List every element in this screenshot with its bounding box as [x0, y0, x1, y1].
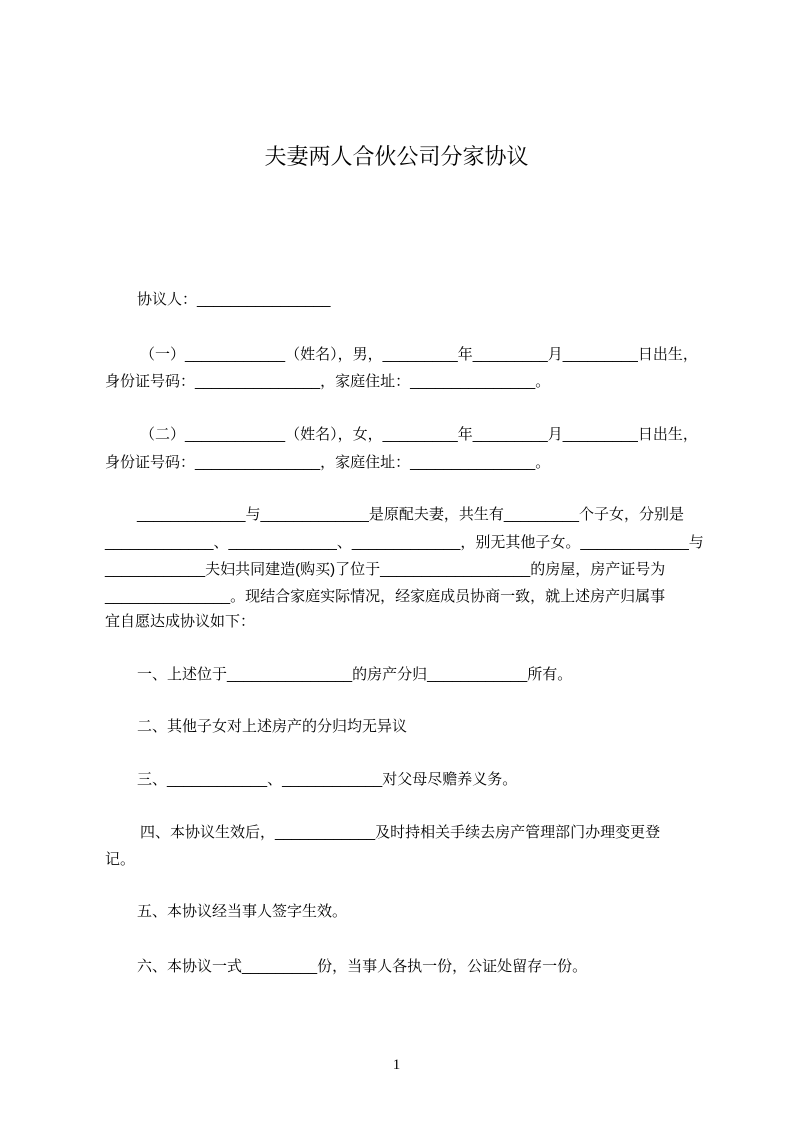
paragraph-line: _____________、_____________、_____________，别无其他子女。_____________与 — [105, 534, 704, 551]
paragraph-line: 宜自愿达成协议如下： — [105, 613, 256, 630]
clause-three: 三、____________、____________对父母尽赡养义务。 — [137, 771, 518, 788]
clause-one: 一、上述位于_______________的房产分归____________所有。 — [137, 666, 573, 683]
party-two-line1: （二）____________（姓名），女，_________年_________月_________日出生， — [140, 426, 698, 443]
party-one-line1: （一）____________（姓名），男，_________年_________月_________日出生， — [140, 346, 698, 363]
party-two-line2: 身份证号码：_______________，家庭住址：_______________。 — [105, 454, 551, 471]
clause-four-line1: 四、本协议生效后，____________及时持相关手续去房产管理部门办理变更登 — [140, 824, 661, 841]
clause-two: 二、其他子女对上述房产的分归均无异议 — [137, 718, 408, 735]
paragraph-line: _______________。现结合家庭实际情况，经家庭成员协商一致，就上述房产归属事 — [105, 588, 666, 605]
paragraph-line: _____________与_____________是原配夫妻，共生有_________个子女，分别是 — [137, 506, 684, 523]
clause-five: 五、本协议经当事人签字生效。 — [137, 903, 348, 920]
document-title: 夫妻两人合伙公司分家协议 — [264, 144, 529, 169]
page-number: 1 — [392, 1057, 401, 1073]
party-one-line2: 身份证号码：_______________，家庭住址：_______________。 — [105, 373, 551, 390]
clause-six: 六、本协议一式_________份，当事人各执一份，公证处留存一份。 — [137, 958, 588, 975]
parties-label: 协议人：________________ — [137, 291, 331, 308]
clause-four-line2: 记。 — [105, 851, 136, 868]
paragraph-line: ____________夫妇共同建造(购买)了位于__________________的房屋，房产证号为 — [105, 561, 666, 578]
